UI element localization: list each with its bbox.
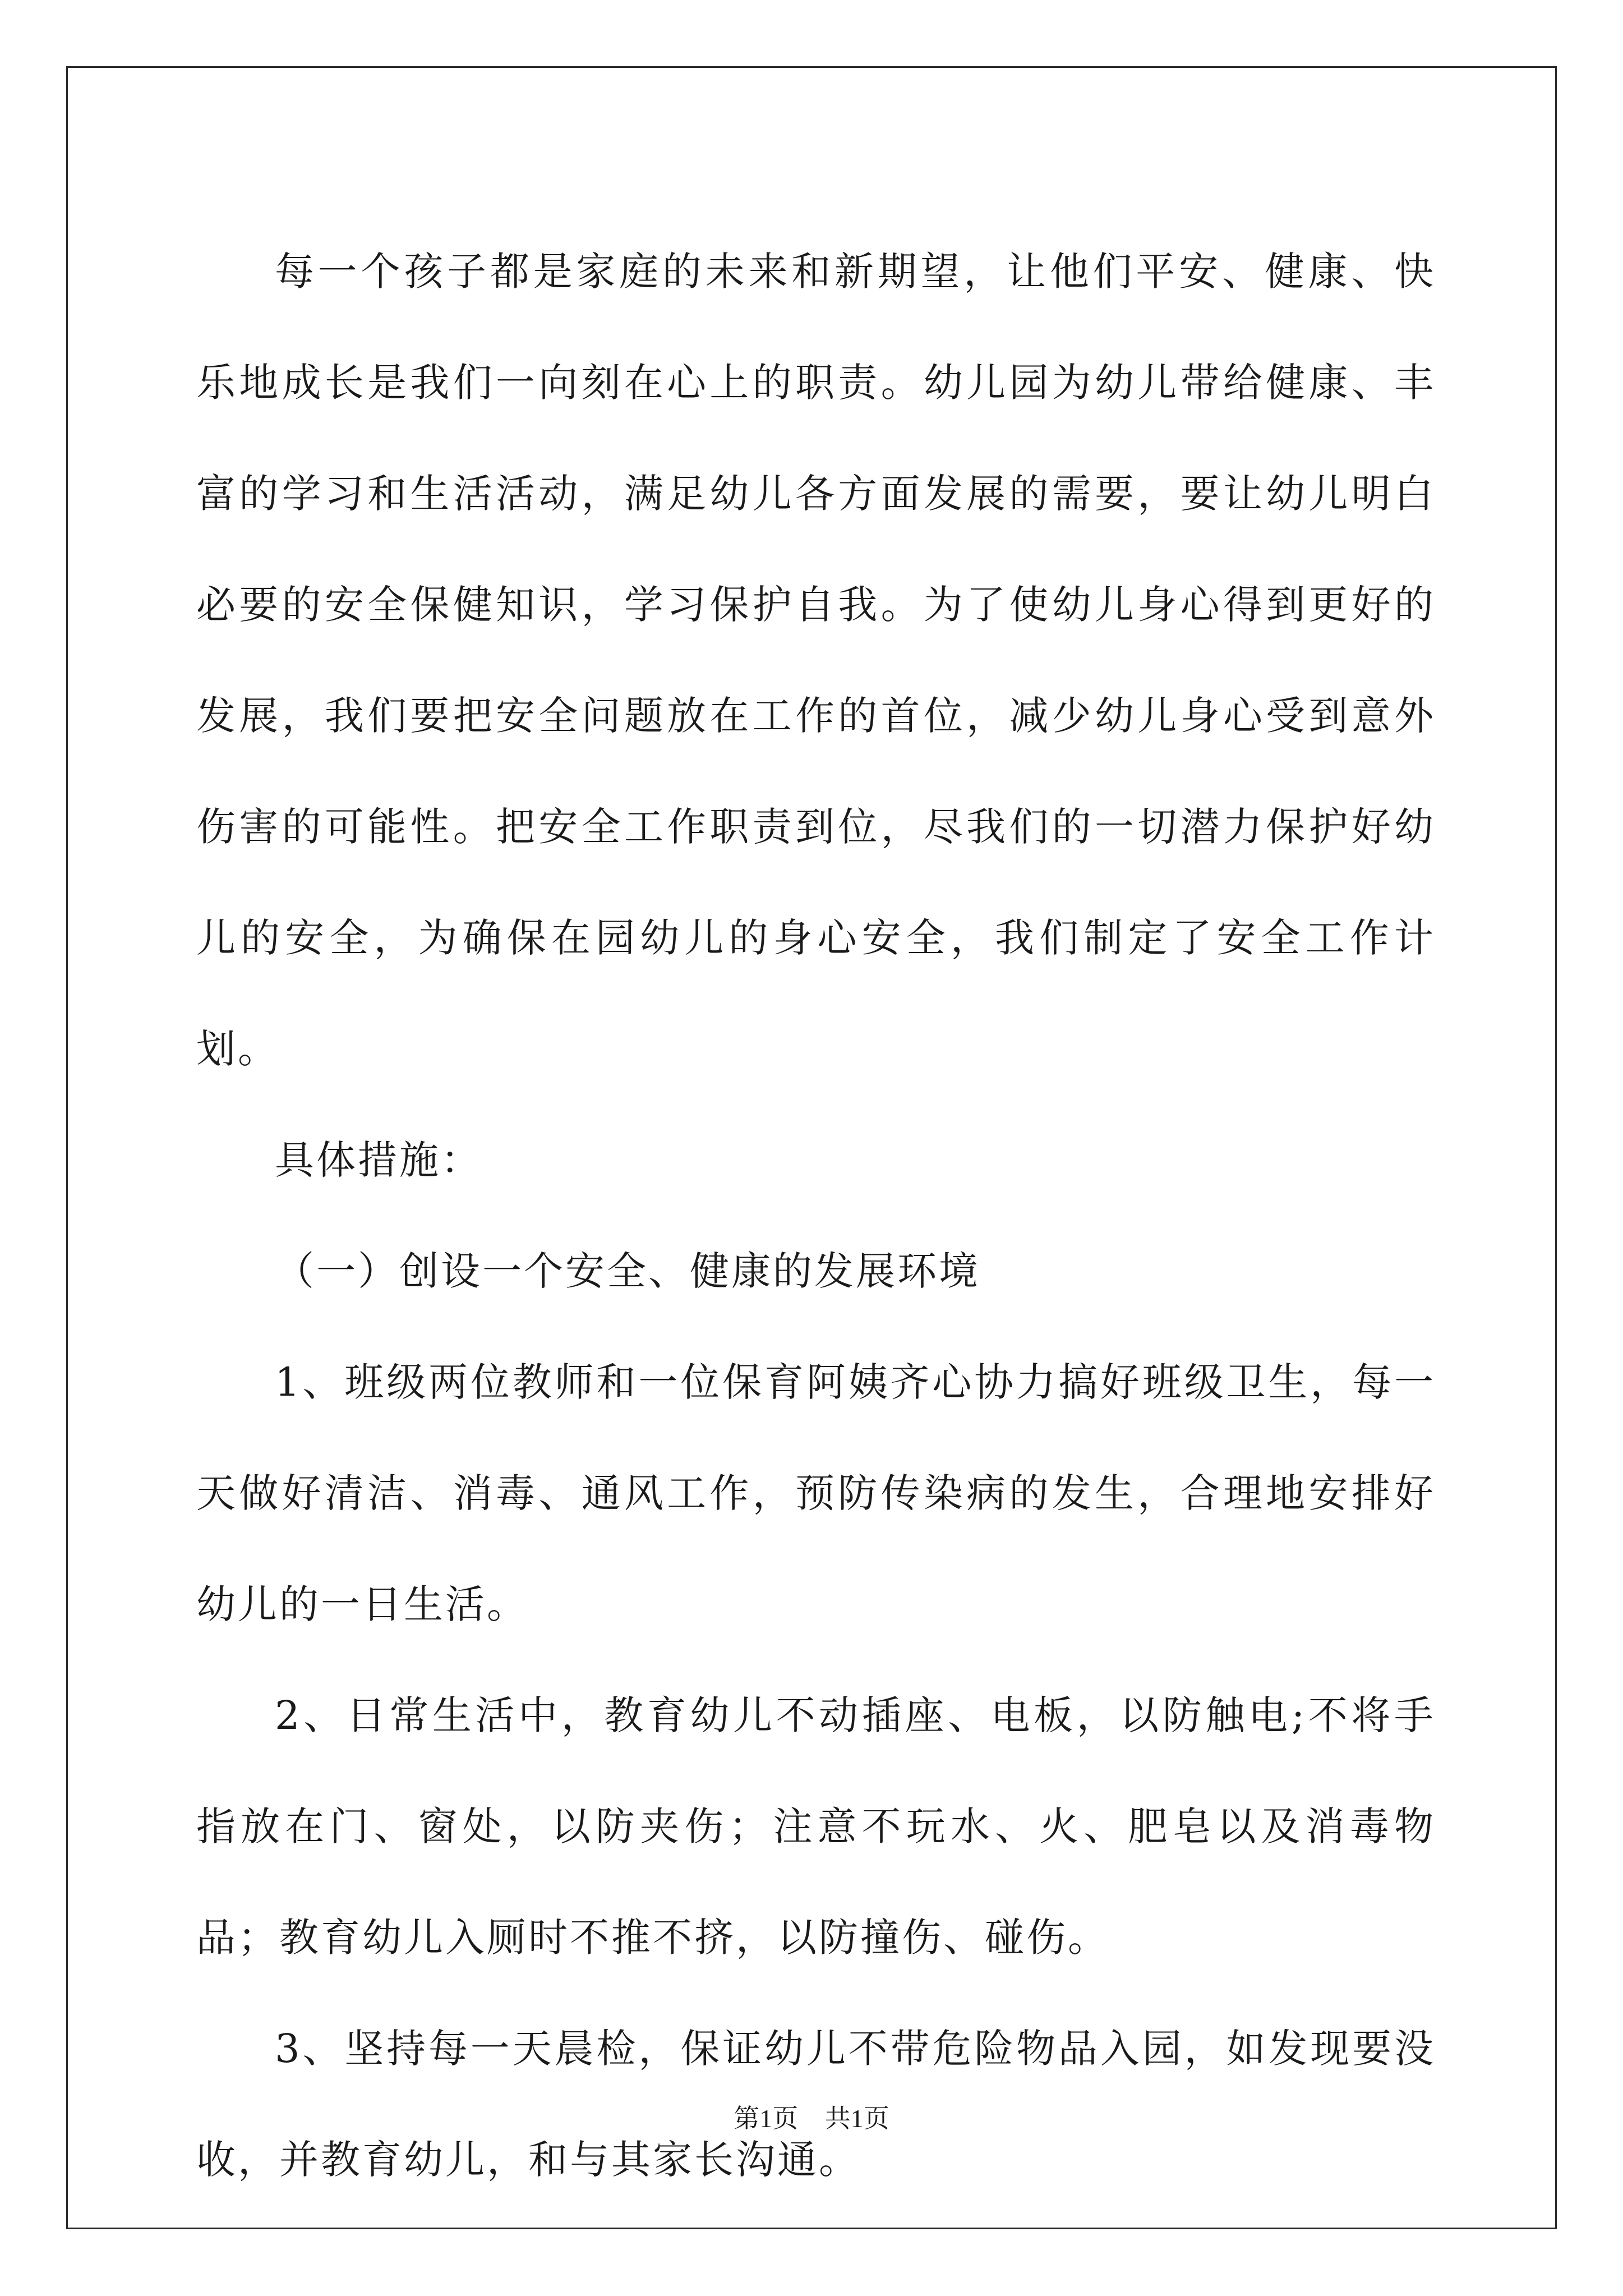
paragraph-item-2: 2、日常生活中，教育幼儿不动插座、电板，以防触电;不将手指放在门、窗处，以防夹伤；注意不玩水、火、肥皂以及消毒物品；教育幼儿入厕时不推不挤，以防撞伤、碰伤。: [196, 1692, 1436, 1961]
page-number-current: 第1页: [734, 2104, 799, 2133]
page-footer: [0, 2098, 1623, 2135]
paragraph-measures-heading: 具体措施：: [275, 1137, 482, 1183]
page-number-total: 共1页: [824, 2104, 889, 2133]
paragraph-item-3: 3、坚持每一天晨检，保证幼儿不带危险物品入园，如发现要没收，并教育幼儿，和与其家长沟通。: [196, 2026, 1436, 2183]
paragraph-section-1-heading: （一）创设一个安全、健康的发展环境: [275, 1248, 980, 1294]
document-body: [196, 216, 1436, 2215]
paragraph-intro: 每一个孩子都是家庭的未来和新期望，让他们平安、健康、快乐地成长是我们一向刻在心上的职责。幼儿园为幼儿带给健康、丰富的学习和生活活动，满足幼儿各方面发展的需要，要让幼儿明白必要的安全保健知识，学习保护自我。为了使幼儿身心得到更好的发展，我们要把安全问题放在工作的首位，减少幼儿身心受到意外伤害的可能性。把安全工作职责到位，尽我们的一切潜力保护好幼儿的安全，为确保在园幼儿的身心安全，我们制定了安全工作计划。: [196, 249, 1436, 1072]
paragraph-item-1: 1、班级两位教师和一位保育阿姨齐心协力搞好班级卫生，每一天做好清洁、消毒、通风工作，预防传染病的发生，合理地安排好幼儿的一日生活。: [196, 1359, 1436, 1627]
